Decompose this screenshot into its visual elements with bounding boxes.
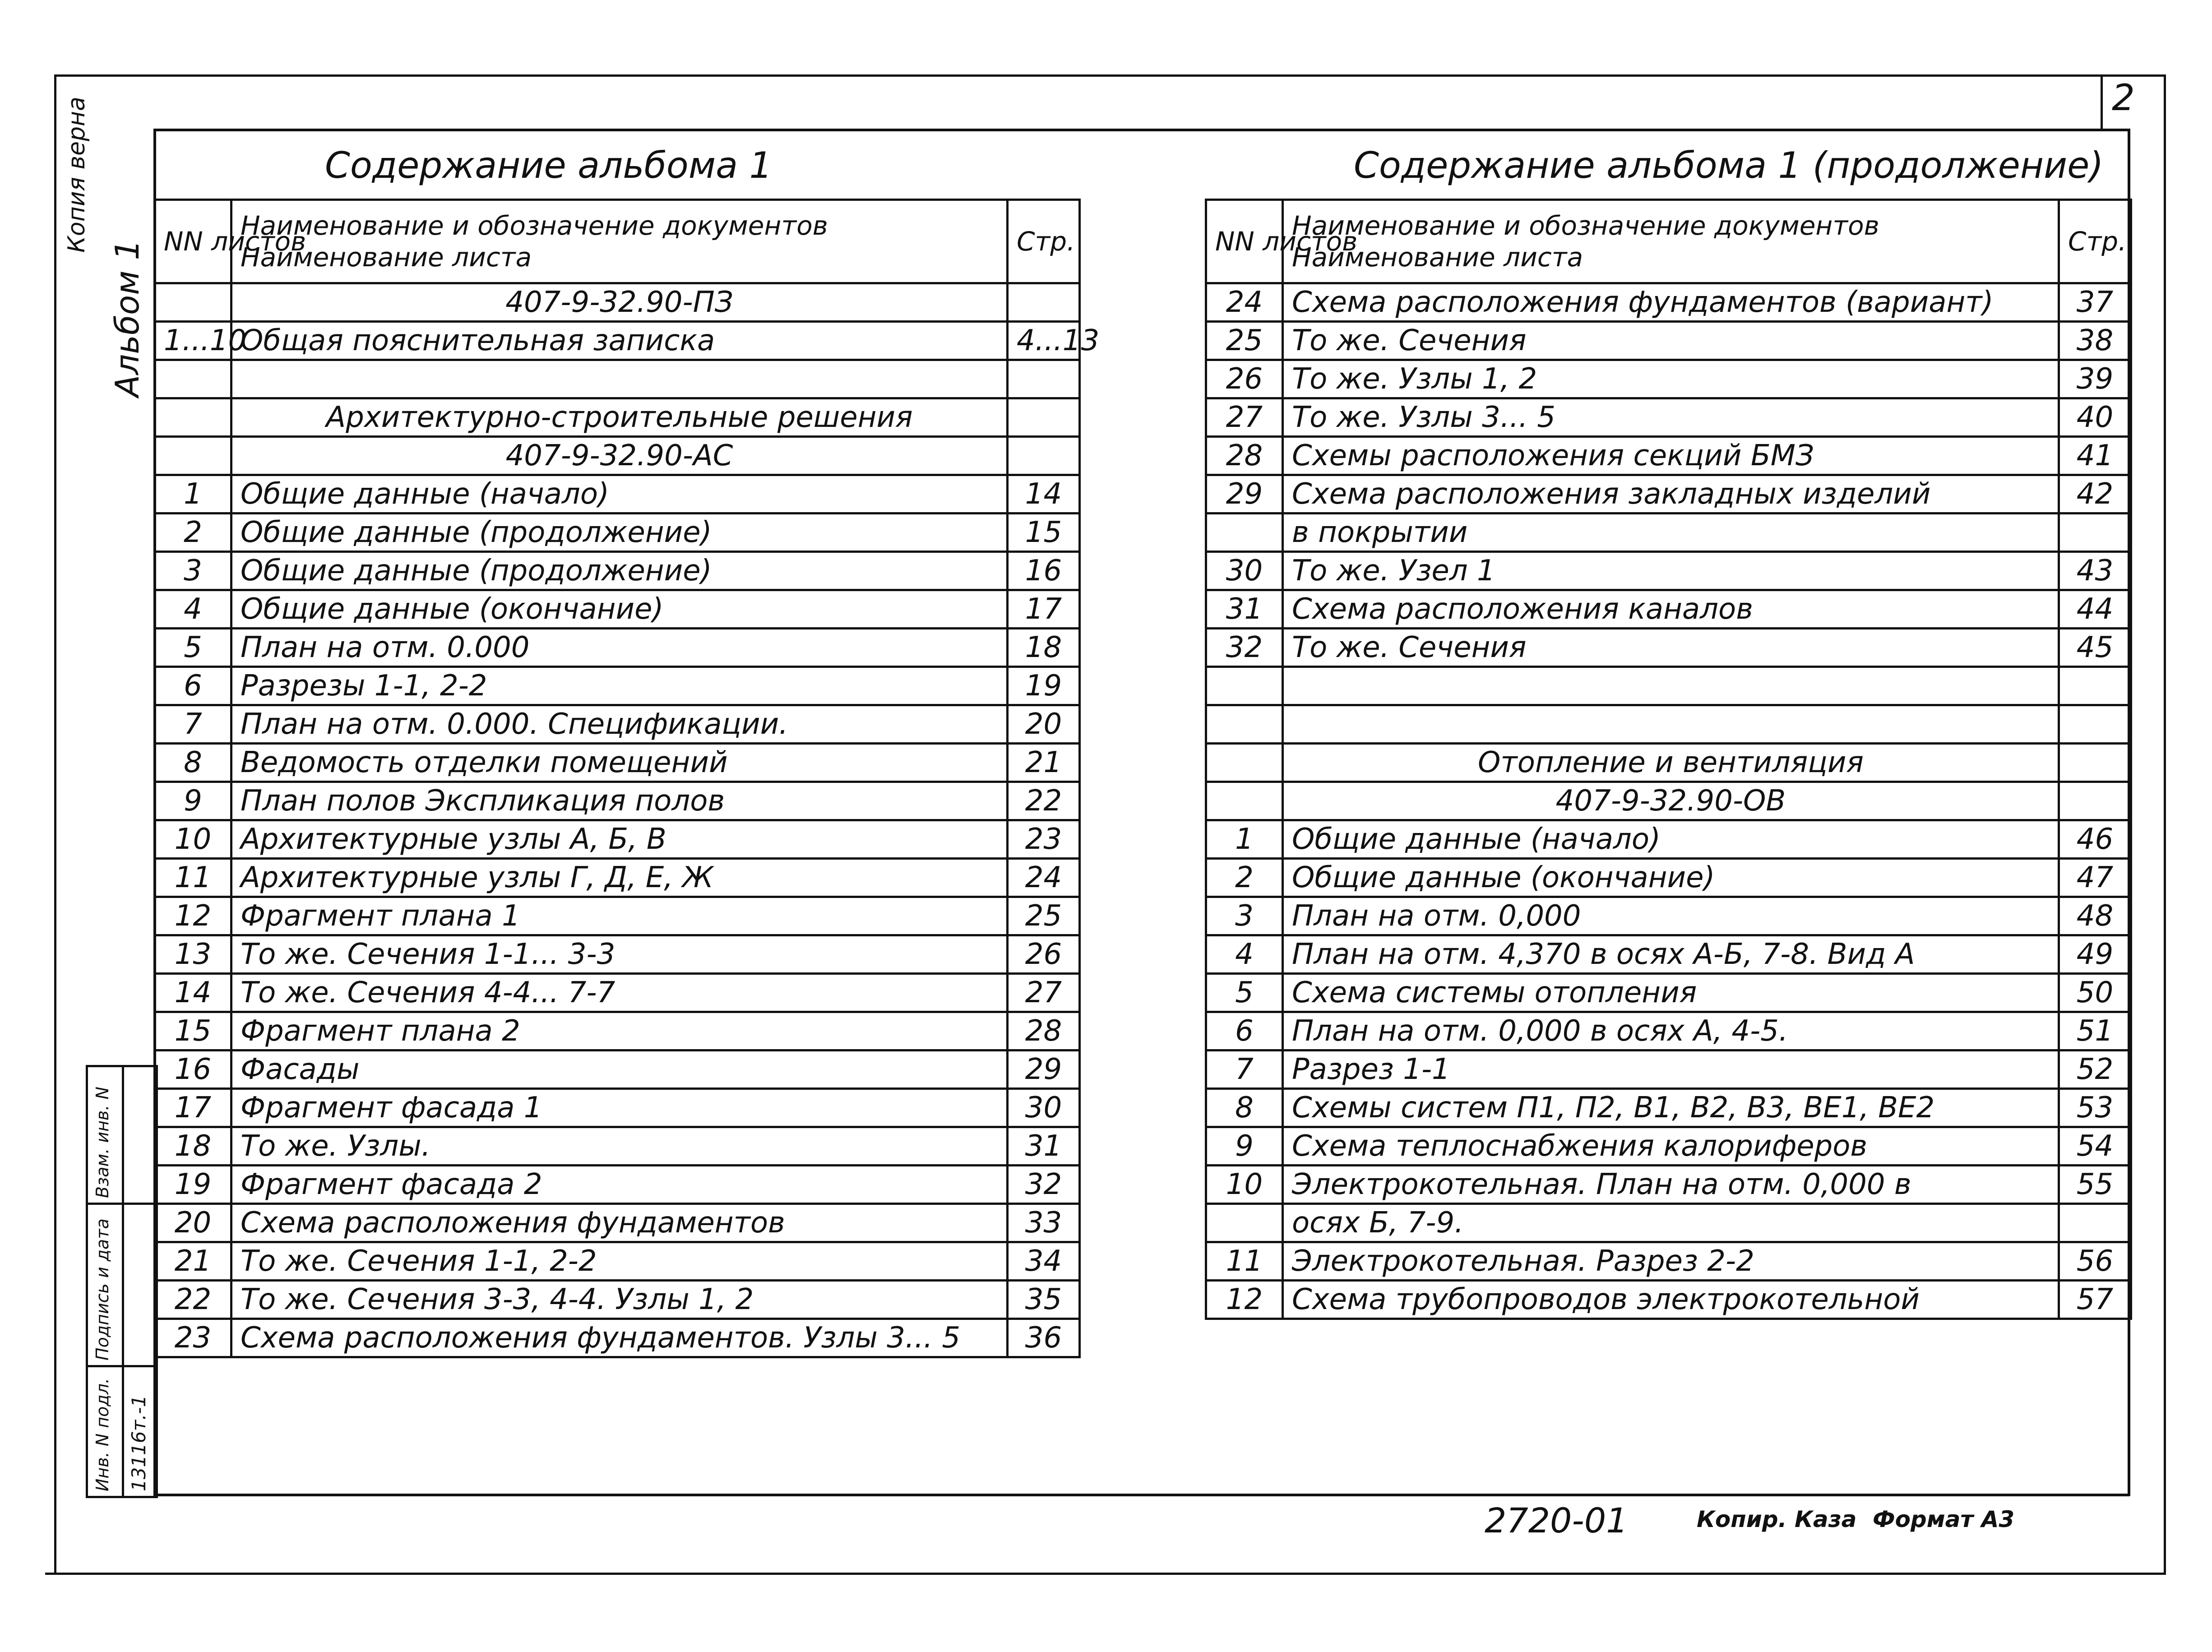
row-page: 42 [2059, 475, 2131, 514]
table-row [155, 859, 1080, 897]
left-name-header-line2: Наименование листа [241, 242, 532, 273]
row-name: Схемы расположения секций БМЗ [1283, 437, 2059, 475]
row-page: 15 [1008, 514, 1080, 552]
table-row [1206, 1089, 2131, 1127]
row-name: Фрагмент плана 2 [231, 1012, 1008, 1050]
left-col-name-header [231, 200, 1008, 283]
side-stamp-sep1 [88, 1203, 156, 1205]
row-page: 27 [1008, 974, 1080, 1012]
row-name: То же. Сечения [1283, 629, 2059, 667]
row-page: 45 [2059, 629, 2131, 667]
row-name: Фрагмент плана 1 [231, 897, 1008, 935]
table-row [1206, 514, 2131, 552]
row-page: 17 [1008, 590, 1080, 629]
table-row [155, 514, 1080, 552]
right-col-page-header: Стр. [2059, 200, 2131, 283]
row-number: 3 [1206, 897, 1283, 935]
row-name: План на отм. 0.000 [231, 629, 1008, 667]
table-row [1206, 360, 2131, 398]
inner-frame-top [153, 129, 2130, 131]
album-label: Альбом 1 [108, 239, 146, 397]
table-row [1206, 974, 2131, 1012]
row-page [2059, 1204, 2131, 1242]
table-row [1206, 398, 2131, 437]
row-number: 29 [1206, 475, 1283, 514]
copy-label: Копия верна [63, 97, 90, 253]
table-row [155, 1050, 1080, 1089]
row-page: 29 [1008, 1050, 1080, 1089]
row-name: План на отм. 0,000 [1283, 897, 2059, 935]
row-name: То же. Сечения 3-3, 4-4. Узлы 1, 2 [231, 1281, 1008, 1319]
row-number: 11 [155, 859, 231, 897]
row-name: То же. Узел 1 [1283, 552, 2059, 590]
table-row [155, 1127, 1080, 1166]
row-page: 49 [2059, 935, 2131, 974]
row-page [2059, 514, 2131, 552]
row-page: 31 [1008, 1127, 1080, 1166]
outer-frame-bottom [45, 1573, 2166, 1575]
table-row [155, 322, 1080, 360]
row-number: 23 [155, 1319, 231, 1357]
row-name: 407-9-32.90-АС [231, 437, 1008, 475]
row-number: 9 [155, 782, 231, 820]
row-page: 40 [2059, 398, 2131, 437]
row-number: 1...10 [155, 322, 231, 360]
row-name: Общие данные (начало) [231, 475, 1008, 514]
row-page: 23 [1008, 820, 1080, 859]
table-row [1206, 552, 2131, 590]
row-name: Архитектурные узлы Г, Д, Е, Ж [231, 859, 1008, 897]
table-row [155, 1242, 1080, 1281]
side-stamp-box1: Взам. инв. N [93, 1087, 112, 1198]
row-name: Общие данные (продолжение) [231, 552, 1008, 590]
row-name: План на отм. 0.000. Спецификации. [231, 705, 1008, 744]
table-row [1206, 437, 2131, 475]
row-name: То же. Узлы. [231, 1127, 1008, 1166]
row-name: План на отм. 0,000 в осях А, 4-5. [1283, 1012, 2059, 1050]
row-name: 407-9-32.90-ОВ [1283, 782, 2059, 820]
row-page: 46 [2059, 820, 2131, 859]
table-row [1206, 859, 2131, 897]
row-page [2059, 705, 2131, 744]
row-number: 1 [155, 475, 231, 514]
row-number: 27 [1206, 398, 1283, 437]
row-number: 25 [1206, 322, 1283, 360]
row-number: 12 [155, 897, 231, 935]
row-name: Разрез 1-1 [1283, 1050, 2059, 1089]
row-number: 2 [1206, 859, 1283, 897]
row-number [155, 283, 231, 322]
row-page [1008, 437, 1080, 475]
row-name: Электрокотельная. Разрез 2-2 [1283, 1242, 2059, 1281]
row-number: 28 [1206, 437, 1283, 475]
row-page: 50 [2059, 974, 2131, 1012]
doc-code: 2720-01 [1485, 1500, 1628, 1541]
right-table-header [1206, 200, 2131, 283]
row-name [1283, 705, 2059, 744]
row-page: 55 [2059, 1166, 2131, 1204]
table-row [1206, 667, 2131, 705]
row-page: 34 [1008, 1242, 1080, 1281]
table-row [155, 820, 1080, 859]
row-number: 4 [1206, 935, 1283, 974]
outer-frame-right [2164, 74, 2166, 1573]
table-row [1206, 820, 2131, 859]
side-stamp-box2: Подпись и дата [93, 1218, 112, 1360]
row-name: в покрытии [1283, 514, 2059, 552]
row-number: 14 [155, 974, 231, 1012]
row-name: Схема системы отопления [1283, 974, 2059, 1012]
row-name: То же. Узлы 1, 2 [1283, 360, 2059, 398]
table-row [1206, 475, 2131, 514]
left-table-body [155, 283, 1100, 1357]
row-name [231, 360, 1008, 398]
right-name-header-line1: Наименование и обозначение документов [1292, 210, 1879, 241]
row-page: 48 [2059, 897, 2131, 935]
row-name [1283, 667, 2059, 705]
row-number: 22 [155, 1281, 231, 1319]
side-stamp-sep2 [88, 1365, 156, 1367]
row-page: 20 [1008, 705, 1080, 744]
row-number: 16 [155, 1050, 231, 1089]
row-number [1206, 705, 1283, 744]
side-stamp-divider [122, 1067, 124, 1496]
table-row [1206, 1050, 2131, 1089]
table-row [155, 782, 1080, 820]
row-page: 54 [2059, 1127, 2131, 1166]
row-name: Схема теплоснабжения калориферов [1283, 1127, 2059, 1166]
row-name: 407-9-32.90-ПЗ [231, 283, 1008, 322]
row-page [2059, 782, 2131, 820]
row-name: Фасады [231, 1050, 1008, 1089]
right-title: Содержание альбома 1 (продолжение) [1354, 144, 2104, 186]
row-number: 2 [155, 514, 231, 552]
row-name: То же. Сечения [1283, 322, 2059, 360]
row-name: То же. Сечения 1-1... 3-3 [231, 935, 1008, 974]
row-number: 13 [155, 935, 231, 974]
row-number: 8 [155, 744, 231, 782]
row-number: 31 [1206, 590, 1283, 629]
right-col-name-header [1283, 200, 2059, 283]
table-row [1206, 322, 2131, 360]
right-table-body [1206, 283, 2131, 1319]
row-number: 10 [155, 820, 231, 859]
table-row [1206, 283, 2131, 322]
row-number: 32 [1206, 629, 1283, 667]
row-number [1206, 514, 1283, 552]
row-name: Общие данные (продолжение) [231, 514, 1008, 552]
side-stamp [86, 1065, 158, 1498]
row-page: 36 [1008, 1319, 1080, 1357]
row-number [155, 437, 231, 475]
row-name: Электрокотельная. План на отм. 0,000 в [1283, 1166, 2059, 1204]
row-page: 53 [2059, 1089, 2131, 1127]
row-name: То же. Узлы 3... 5 [1283, 398, 2059, 437]
row-name: Схема расположения каналов [1283, 590, 2059, 629]
table-row [155, 590, 1080, 629]
table-row [155, 1089, 1080, 1127]
row-page: 28 [1008, 1012, 1080, 1050]
row-page: 30 [1008, 1089, 1080, 1127]
row-page [2059, 744, 2131, 782]
row-number: 1 [1206, 820, 1283, 859]
row-name: Разрезы 1-1, 2-2 [231, 667, 1008, 705]
row-number: 6 [1206, 1012, 1283, 1050]
left-col-num-header: NN листов [155, 200, 231, 283]
sheet-number-box-left [2101, 77, 2103, 129]
row-name: Общие данные (окончание) [1283, 859, 2059, 897]
row-number: 21 [155, 1242, 231, 1281]
table-row [155, 1204, 1080, 1242]
table-row [155, 1012, 1080, 1050]
row-number: 12 [1206, 1281, 1283, 1319]
table-row [1206, 1242, 2131, 1281]
side-stamp-box3-value: 13116т.-1 [128, 1395, 150, 1491]
row-page: 52 [2059, 1050, 2131, 1089]
row-name: Схема расположения закладных изделий [1283, 475, 2059, 514]
right-contents-table [1205, 199, 2132, 1320]
row-page: 41 [2059, 437, 2131, 475]
row-number: 26 [1206, 360, 1283, 398]
row-number: 7 [1206, 1050, 1283, 1089]
left-name-header-line1: Наименование и обозначение документов [241, 210, 828, 241]
row-number [1206, 744, 1283, 782]
row-page: 37 [2059, 283, 2131, 322]
table-row [155, 437, 1080, 475]
row-page: 57 [2059, 1281, 2131, 1319]
row-name: Общая пояснительная записка [231, 322, 1008, 360]
row-number: 30 [1206, 552, 1283, 590]
row-name: Схемы систем П1, П2, В1, В2, В3, ВЕ1, ВЕ2 [1283, 1089, 2059, 1127]
table-row [1206, 1127, 2131, 1166]
row-number: 19 [155, 1166, 231, 1204]
left-table-header [155, 200, 1080, 283]
row-name: Схема расположения фундаментов. Узлы 3... 5 [231, 1319, 1008, 1357]
row-name: Отопление и вентиляция [1283, 744, 2059, 782]
row-number: 17 [155, 1089, 231, 1127]
row-name: Ведомость отделки помещений [231, 744, 1008, 782]
row-name: Схема расположения фундаментов (вариант) [1283, 283, 2059, 322]
table-row [155, 552, 1080, 590]
row-page: 21 [1008, 744, 1080, 782]
table-row [1206, 1204, 2131, 1242]
row-name: Схема трубопроводов электрокотельной [1283, 1281, 2059, 1319]
row-page [1008, 398, 1080, 437]
table-row [1206, 1166, 2131, 1204]
table-row [1206, 590, 2131, 629]
paper-format: Формат А3 [1873, 1506, 2015, 1532]
row-number: 6 [155, 667, 231, 705]
row-page: 26 [1008, 935, 1080, 974]
table-row [155, 629, 1080, 667]
row-number: 11 [1206, 1242, 1283, 1281]
row-page [2059, 667, 2131, 705]
row-page: 38 [2059, 322, 2131, 360]
row-page: 4...13 [1008, 322, 1080, 360]
row-page: 22 [1008, 782, 1080, 820]
row-name: Фрагмент фасада 2 [231, 1166, 1008, 1204]
row-name: План на отм. 4,370 в осях А-Б, 7-8. Вид А [1283, 935, 2059, 974]
row-name: Фрагмент фасада 1 [231, 1089, 1008, 1127]
side-stamp-box3: Инв. N подл. [93, 1378, 112, 1491]
row-number: 20 [155, 1204, 231, 1242]
right-name-header-line2: Наименование листа [1292, 242, 1583, 273]
row-number: 9 [1206, 1127, 1283, 1166]
table-row [155, 667, 1080, 705]
row-page: 33 [1008, 1204, 1080, 1242]
row-name: Общие данные (окончание) [231, 590, 1008, 629]
row-page: 43 [2059, 552, 2131, 590]
copied-by: Копир. Каза [1697, 1506, 1857, 1532]
table-row [155, 935, 1080, 974]
row-number: 3 [155, 552, 231, 590]
row-page: 35 [1008, 1281, 1080, 1319]
table-row [155, 897, 1080, 935]
left-col-page-header: Стр. [1008, 200, 1080, 283]
row-page: 39 [2059, 360, 2131, 398]
row-number [1206, 782, 1283, 820]
table-row [1206, 1281, 2131, 1319]
row-number: 10 [1206, 1166, 1283, 1204]
table-row [155, 1166, 1080, 1204]
row-page: 24 [1008, 859, 1080, 897]
row-name: Архитектурные узлы А, Б, В [231, 820, 1008, 859]
row-name: Схема расположения фундаментов [231, 1204, 1008, 1242]
table-row [155, 705, 1080, 744]
row-number: 5 [155, 629, 231, 667]
table-row [155, 1319, 1080, 1357]
table-row [155, 744, 1080, 782]
row-page [1008, 283, 1080, 322]
table-row [155, 974, 1080, 1012]
row-number: 5 [1206, 974, 1283, 1012]
row-number [1206, 667, 1283, 705]
table-row [155, 283, 1080, 322]
row-page: 44 [2059, 590, 2131, 629]
left-contents-table [153, 199, 1100, 1358]
row-number: 15 [155, 1012, 231, 1050]
sheet-number: 2 [2112, 77, 2135, 119]
table-row [1206, 897, 2131, 935]
row-page [1008, 360, 1080, 398]
row-page: 47 [2059, 859, 2131, 897]
table-row [1206, 1012, 2131, 1050]
table-row [155, 1281, 1080, 1319]
row-name: План полов Экспликация полов [231, 782, 1008, 820]
row-page: 56 [2059, 1242, 2131, 1281]
left-title: Содержание альбома 1 [325, 144, 773, 186]
table-row [1206, 744, 2131, 782]
row-page: 51 [2059, 1012, 2131, 1050]
row-number: 7 [155, 705, 231, 744]
row-number [1206, 1204, 1283, 1242]
row-name: То же. Сечения 1-1, 2-2 [231, 1242, 1008, 1281]
row-number [155, 360, 231, 398]
row-number: 18 [155, 1127, 231, 1166]
row-page: 14 [1008, 475, 1080, 514]
row-name: Общие данные (начало) [1283, 820, 2059, 859]
right-col-num-header: NN листов [1206, 200, 1283, 283]
row-name: То же. Сечения 4-4... 7-7 [231, 974, 1008, 1012]
table-row [155, 398, 1080, 437]
row-name: осях Б, 7-9. [1283, 1204, 2059, 1242]
table-row [155, 360, 1080, 398]
table-row [155, 475, 1080, 514]
row-page: 25 [1008, 897, 1080, 935]
outer-frame-top [54, 74, 2166, 77]
row-page: 18 [1008, 629, 1080, 667]
inner-frame-bottom [153, 1494, 2130, 1496]
row-number: 8 [1206, 1089, 1283, 1127]
outer-frame-left [54, 74, 56, 1573]
row-page: 16 [1008, 552, 1080, 590]
row-number: 24 [1206, 283, 1283, 322]
table-row [1206, 782, 2131, 820]
row-number [155, 398, 231, 437]
table-row [1206, 705, 2131, 744]
table-row [1206, 935, 2131, 974]
row-name: Архитектурно-строительные решения [231, 398, 1008, 437]
row-page: 32 [1008, 1166, 1080, 1204]
row-number: 4 [155, 590, 231, 629]
table-row [1206, 629, 2131, 667]
row-page: 19 [1008, 667, 1080, 705]
